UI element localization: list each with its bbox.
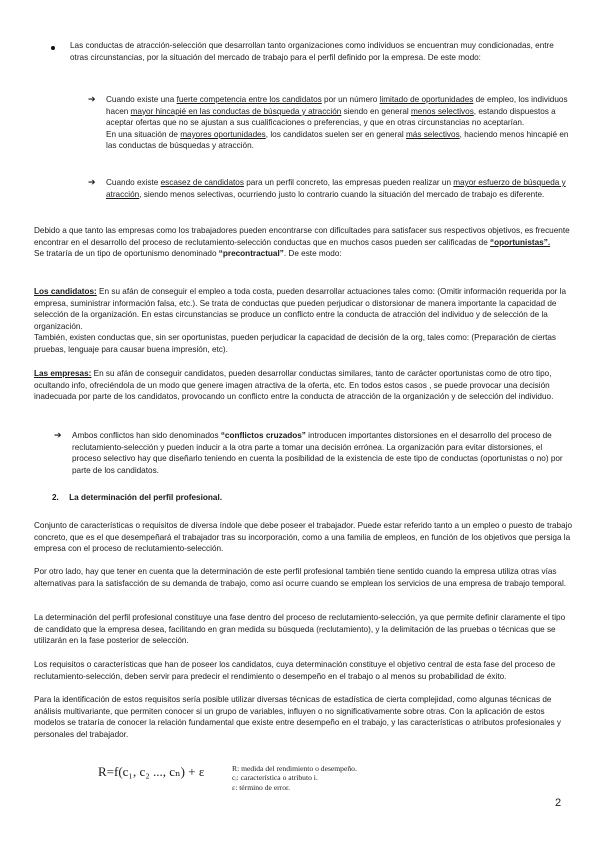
formula-legend-item: R: medida del rendimiento o desempeño. [232, 764, 357, 773]
paragraph-requisitos: Los requisitos o características que han de poseer los candidatos, cuya determinación constituye el objetivo central de esta fase del proceso de reclutamiento-selección, deben servir para predecir el rendimiento o desempeño en el trabajo o al menos su probabilidad de éxito. [34, 660, 556, 681]
paragraph-precontractual-text: Se trataría de un tipo de oportunismo denominado “precontractual”. De este modo: [34, 249, 342, 259]
paragraph-empresas-text: Las empresas: En su afán de conseguir candidatos, pueden desarrollar conductas similares, tanto de carácter oportunistas como de otro tipo, ocultando info, ofreciéndola de un modo que genere imagen atractiva de la oferta, etc. En todos estos casos , se puede provocar una decisión inadecuada por parte de los candidatos, provocando un conflicto entre la conducta de atracción de la organización y de selección del individuo. [34, 369, 554, 402]
bullet-marker [51, 46, 55, 50]
paragraph-candidatos [34, 286, 572, 356]
arrow-right-icon: ➔ [88, 94, 96, 104]
paragraph-empresas [34, 368, 572, 403]
arrow-right-icon: ➔ [88, 177, 96, 187]
arrow-item-oportunidades-text: En una situación de mayores oportunidades, los candidatos suelen ser en general más selectivos, haciendo menos hincapié en las conductas de búsquedas y atracción. [106, 129, 569, 151]
formula-legend [232, 764, 432, 792]
formula-equation: R=f(c₁, c₂ ..., cₙ) + ε [98, 764, 205, 779]
candidatos-label: Los candidatos: [34, 287, 97, 296]
section-number: 2. [52, 493, 59, 502]
arrow-item-escasez [106, 177, 572, 200]
formula-legend-item: ε: término de error. [232, 782, 291, 792]
page-number: 2 [555, 797, 562, 809]
arrow-item-conflictos [72, 430, 572, 476]
arrow-item-escasez-text: Cuando existe escasez de candidatos para un perfil concreto, las empresas pueden realizar un mayor esfuerzo de búsqueda y atracción, siendo menos selectivas, ocurriendo justo lo contrario cuando la situación del mercado de trabajo es diferente. [106, 178, 566, 199]
arrow-right-icon: ➔ [54, 430, 62, 440]
bullet-paragraph-mercado: Las conductas de atracción-selección que desarrollan tanto organizaciones como individuos se encuentran muy condicionadas, entre otras circunstancias, por la situación del mercado de trabajo para el perfil definido por la empresa. De este modo: [70, 41, 554, 62]
arrow-item-competencia-text: Cuando existe una fuerte competencia entre los candidatos por un número limitado de oportunidades de empleo, los individuos hacen mayor hincapié en las conductas de búsqueda y atracción siendo en general menos selectivos, estando dispuestos a aceptar ofertas que no se ajustan a sus cualificaciones o preferencias, y que en otras circunstancias no aceptarían. [106, 95, 568, 128]
arrow-item-conflictos-text: Ambos conflictos han sido denominados “conflictos cruzados” introducen importantes distorsiones en el desarrollo del proceso de reclutamiento-selección y pueden inducir a la otra parte a tomar una decisión errónea. La organización para evitar distorsiones, el proceso selectivo hay que diseñarlo teniendo en cuenta la posibilidad de la existencia de este tipo de conductas (oportunistas o no) por parte de los candidatos. [72, 431, 563, 475]
empresas-label: Las empresas: [34, 369, 92, 378]
paragraph-fase: La determinación del perfil profesional constituye una fase dentro del proceso de reclutamiento-selección, ya que permite definir claramente el tipo de candidato que la empresa desea, facilitando en gran medida su búsqueda (reclutamiento), y la delimitación de las pruebas o técnicas que se utilizarán en la fase posterior de selección. [34, 613, 566, 646]
arrow-item-competencia [106, 94, 572, 152]
paragraph-oportunistas [34, 225, 572, 260]
section-title: La determinación del perfil profesional. [69, 493, 222, 502]
formula-legend-item: cᵢ: característica o atributo i. [232, 773, 318, 783]
paragraph-por-otro-lado: Por otro lado, hay que tener en cuenta que la determinación de este perfil profesional también tiene sentido cuando la empresa utiliza otras vías alternativas para la satisfacción de su demanda de trabajo, como así ocurre cuando se emplean los servicios de una empresa de trabajo temporal. [34, 567, 567, 588]
paragraph-identificacion: Para la identificación de estos requisitos sería posible utilizar diversas técnicas de estadística de cierta complejidad, como algunas técnicas de análisis multivariante, que permiten conocer si un grupo de variables, influyen o no significativamente sobre otras. Con la aplicación de estos modelos se trataría de conocer la relación fundamental que existe entre desempeño en el trabajo, y las características o atributos profesionales y personales del trabajador. [34, 695, 562, 739]
paragraph-candidatos-tambien: También, existen conductas que, sin ser oportunistas, pueden perjudicar la capacidad de decisión de la org, tales como: (Preparación de ciertas pruebas, lenguaje para causar buena impresión, etc). [34, 333, 557, 354]
paragraph-oportunistas-text: Debido a que tanto las empresas como los trabajadores pueden encontrarse con dificultades para satisfacer sus respectivos objetivos, es frecuente encontrar en el desarrollo del proceso de reclutamiento-selección conductas que en muchos casos pueden ser calificadas de “oportunistas”. [34, 226, 570, 247]
section-heading [52, 492, 552, 504]
paragraph-conjunto: Conjunto de características o requisitos de diversa índole que debe poseer el trabajador. Puede estar referido tanto a un empleo o puesto de trabajo concreto, que es el que desempeñará el trabajador tras su incorporación, como a una familia de empleos, en función de los objetivos que persiga la empresa con el proceso de reclutamiento-selección. [34, 521, 572, 554]
paragraph-candidatos-text: Los candidatos: En su afán de conseguir el empleo a toda costa, pueden desarrollar actuaciones tales como: (Omitir información requerida por la empresa, suministrar información falsa, etc.). Se trata de conductas que pueden perjudicar o distorsionar de manera importante la capacidad de selección de la organización. En estas circunstancias se produce un conflicto entre la conducta de atracción del individuo y de selección de la organización. [34, 287, 566, 331]
